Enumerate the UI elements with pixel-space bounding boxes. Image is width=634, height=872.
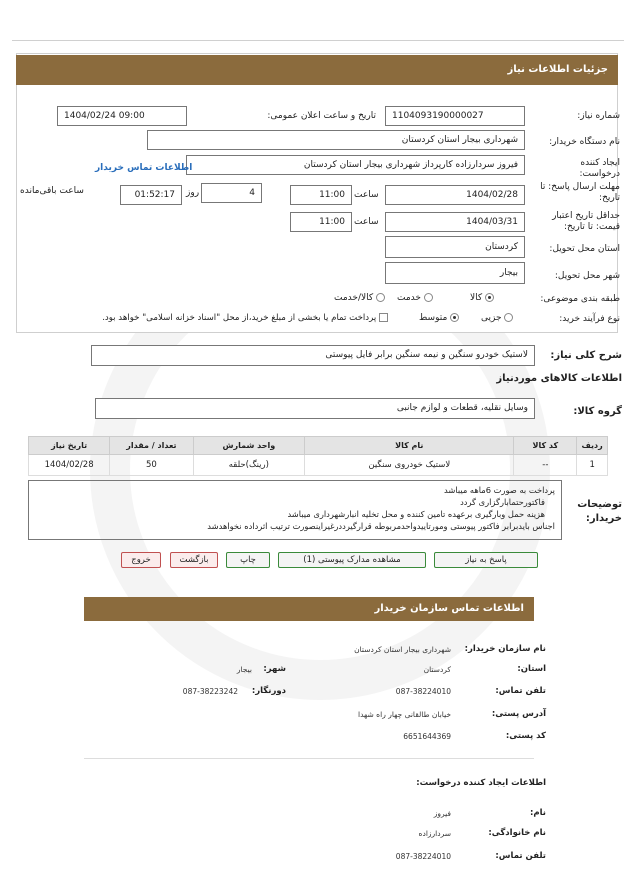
province-field: کردستان [385,236,525,258]
cell-unit: (رینگ)حلقه [193,455,305,476]
divider [84,758,534,759]
province-contact-value: کردستان [423,665,451,674]
summary-field: لاستیک خودرو سنگین و نیمه سنگین برابر فایل پیوستی [91,345,535,366]
province-contact-label: استان: [517,664,546,674]
cell-qty: 50 [110,455,193,476]
phone-label: تلفن تماس: [495,686,546,696]
validity-label: حداقل تاریخ اعتبار قیمت: تا تاریخ: [552,211,620,232]
cell-code: -- [514,455,577,476]
deadline-date-field: 1404/02/28 [385,185,525,205]
notes-label: توضیحات خریدار: [577,499,622,524]
table-header-row [29,437,608,455]
buyer-field: شهرداری بیجار استان کردستان [147,130,525,150]
table-row[interactable] [29,455,608,476]
org-value: شهرداری بیجار استان کردستان [354,645,451,654]
back-button[interactable]: بازگشت [170,552,218,568]
last-name-value: سردارزاده [418,829,451,838]
deadline-time-label: ساعت [354,190,379,200]
treasury-payment-option[interactable]: پرداخت تمام یا بخشی از مبلغ خرید،از محل "اسناد خزانه اسلامی" خواهد بود. [52,313,388,323]
goods-group-label: گروه کالا: [573,406,622,417]
deadline-label: مهلت ارسال پاسخ: تا تاریخ: [540,182,620,203]
creator-info-title: اطلاعات ایجاد کننده درخواست: [416,778,546,788]
creator-phone-value: 087-38224010 [395,852,451,861]
col-unit: واحد شمارش [193,437,305,455]
cell-date: 1404/02/28 [29,455,110,476]
need-number-field: 1104093190000027 [385,106,525,126]
process-minor-option[interactable]: جزیی [481,313,513,323]
cell-name: لاستیک خودروی سنگین [305,455,514,476]
days-field: 4 [201,183,262,203]
radio-icon[interactable] [424,293,433,302]
announce-label: تاریخ و ساعت اعلان عمومی: [267,111,376,121]
validity-time-field: 11:00 [290,212,352,232]
fax-label: دورنگار: [251,686,286,696]
radio-icon[interactable] [376,293,385,302]
note-line: اجناس بایدبرابر فاکتور پیوستی ومورتاییدواحدمربوطه قرارگیرددرغیراینصورت ترتیب اثرداده نخواهدشد [207,521,555,531]
city-label: شهر محل تحویل: [554,271,620,281]
deadline-time-field: 11:00 [290,185,352,205]
col-code: کد کالا [514,437,577,455]
remaining-label: ساعت باقی‌مانده [20,186,84,196]
page-title: جزئیات اطلاعات نیاز [16,55,618,85]
phone-value: 087-38224010 [395,687,451,696]
category-goods-option[interactable]: کالا [470,293,494,303]
postal-label: کد پستی: [505,731,546,741]
process-medium-option[interactable]: متوسط [419,313,459,323]
validity-time-label: ساعت [354,217,379,227]
col-qty: تعداد / مقدار [110,437,193,455]
summary-label: شرح کلی نیاز: [550,350,622,361]
note-line: هزینه حمل وبارگیری برعهده تامین کننده و محل تخلیه انبارشهرداری میباشد [287,509,545,519]
exit-button[interactable]: خروج [121,552,161,568]
radio-selected-icon[interactable] [485,293,494,302]
fax-value: 087-38223242 [182,687,238,696]
city-field: بیجار [385,262,525,284]
category-service-option[interactable]: خدمت [397,293,433,303]
remaining-field: 01:52:17 [120,185,182,205]
announce-field: 1404/02/24 09:00 [57,106,187,126]
buyer-contact-link[interactable]: اطلاعات تماس خریدار [95,163,193,173]
process-label: نوع فرآیند خرید: [559,314,620,324]
col-date: تاریخ نیاز [29,437,110,455]
note-line: پرداخت به صورت 6ماهه میباشد [444,485,555,495]
goods-section-title: اطلاعات کالاهای موردنیاز [496,373,622,384]
radio-icon[interactable] [504,313,513,322]
first-name-value: فیروز [433,809,451,818]
org-label: نام سازمان خریدار: [464,644,546,654]
reply-button[interactable]: پاسخ به نیاز [434,552,538,568]
attachments-button[interactable]: مشاهده مدارک پیوستی (1) [278,552,426,568]
top-divider [12,40,624,41]
category-label: طبقه بندی موضوعی: [540,294,620,304]
cell-row: 1 [577,455,608,476]
goods-group-field: وسایل نقلیه، قطعات و لوازم جانبی [95,398,535,419]
postal-value: 6651644369 [403,732,451,741]
city-contact-label: شهر: [263,664,286,674]
address-value: خیابان طالقانی چهار راه شهدا [358,710,451,719]
address-label: آدرس پستی: [491,709,546,719]
last-name-label: نام خانوادگی: [488,828,546,838]
buyer-label: نام دستگاه خریدار: [549,137,620,147]
creator-phone-label: تلفن تماس: [495,851,546,861]
creator-label: ایجاد کننده درخواست: [579,158,620,179]
radio-selected-icon[interactable] [450,313,459,322]
first-name-label: نام: [529,808,546,818]
col-name: نام کالا [305,437,514,455]
note-line: فاکتورحتمابارگزاری گردد [460,497,545,507]
days-label: روز [186,188,200,198]
category-both-option[interactable]: کالا/خدمت [334,293,385,303]
need-number-label: شماره نیاز: [577,111,620,121]
notes-box [28,480,562,540]
city-contact-value: بیجار [236,665,252,674]
creator-field: فیروز سردارزاده کارپرداز شهرداری بیجار استان کردستان [186,155,525,175]
print-button[interactable]: چاپ [226,552,270,568]
validity-date-field: 1404/03/31 [385,212,525,232]
contact-section-title: اطلاعات تماس سازمان خریدار [84,597,534,621]
col-row: ردیف [577,437,608,455]
goods-table [28,436,608,476]
checkbox-icon[interactable] [379,313,388,322]
province-label: استان محل تحویل: [549,244,620,254]
